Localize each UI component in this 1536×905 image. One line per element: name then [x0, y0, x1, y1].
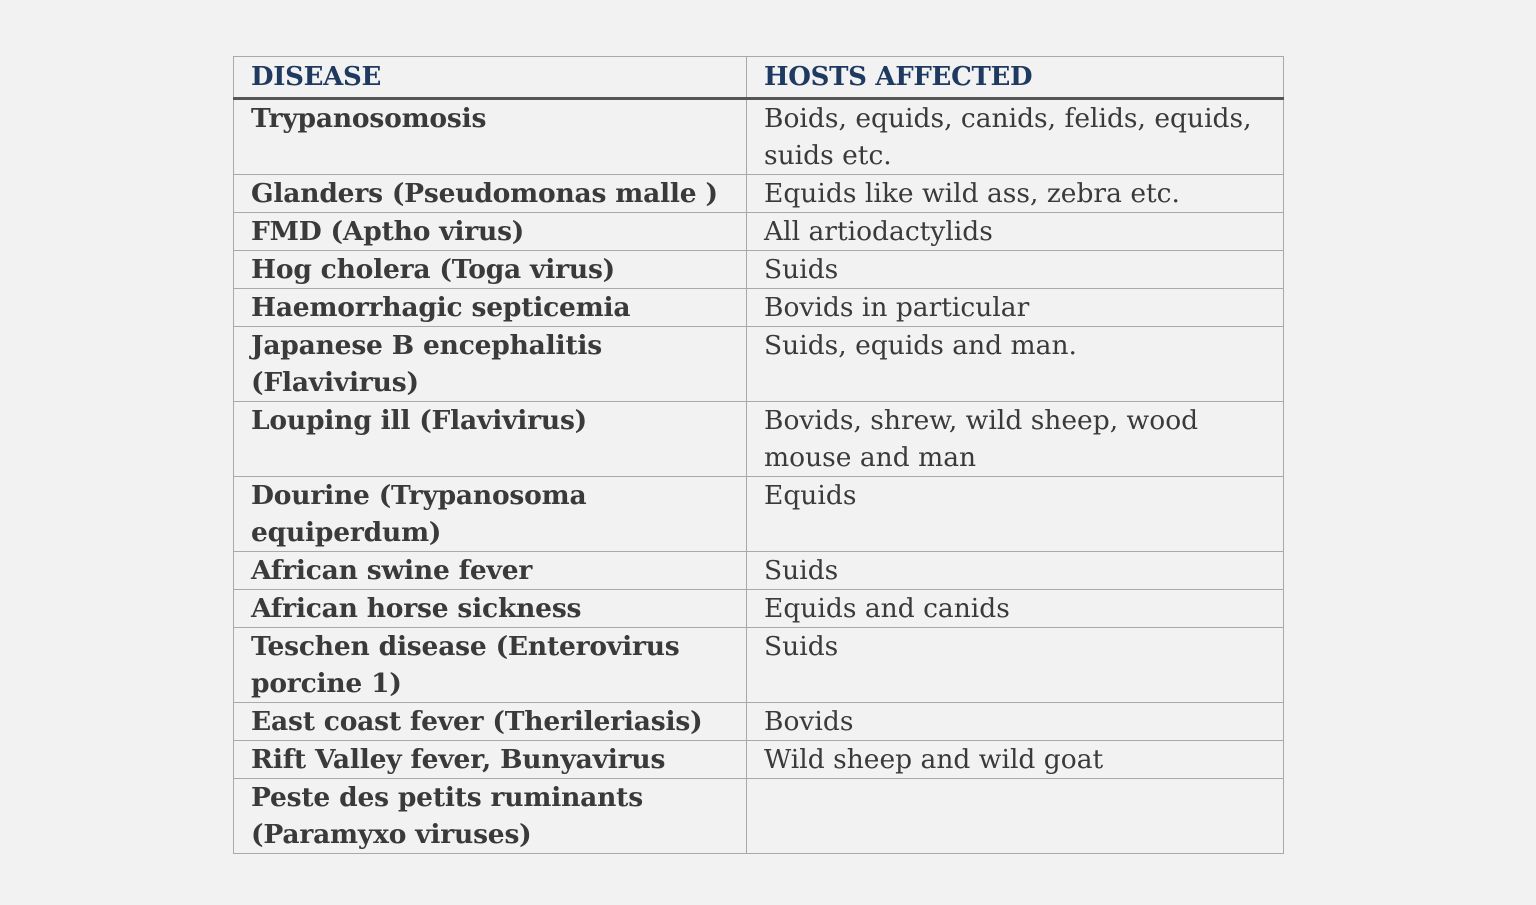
table-row — [234, 703, 1284, 741]
table-row — [234, 99, 1284, 175]
table-row — [234, 590, 1284, 628]
hosts-cell: Suids — [747, 251, 1284, 289]
table-row — [234, 552, 1284, 590]
hosts-cell: Equids — [747, 477, 1284, 552]
hosts-cell: Suids, equids and man. — [747, 327, 1284, 402]
hosts-cell: Boids, equids, canids, felids, equids, suids etc. — [747, 99, 1284, 175]
hosts-cell: Bovids, shrew, wild sheep, wood mouse and man — [747, 402, 1284, 477]
table-row — [234, 251, 1284, 289]
disease-cell: African horse sickness — [234, 590, 747, 628]
hosts-cell — [747, 779, 1284, 854]
disease-cell: Teschen disease (Enterovirus porcine 1) — [234, 628, 747, 703]
hosts-cell: All artiodactylids — [747, 213, 1284, 251]
disease-cell: Hog cholera (Toga virus) — [234, 251, 747, 289]
header-disease: DISEASE — [234, 57, 747, 99]
disease-cell: FMD (Aptho virus) — [234, 213, 747, 251]
table-row — [234, 327, 1284, 402]
hosts-cell: Suids — [747, 628, 1284, 703]
table-row — [234, 477, 1284, 552]
disease-cell: East coast fever (Therileriasis) — [234, 703, 747, 741]
disease-cell: Glanders (Pseudomonas malle ) — [234, 175, 747, 213]
disease-cell: Louping ill (Flavivirus) — [234, 402, 747, 477]
table-row — [234, 213, 1284, 251]
disease-cell: Japanese B encephalitis (Flavivirus) — [234, 327, 747, 402]
disease-cell: African swine fever — [234, 552, 747, 590]
disease-cell: Rift Valley fever, Bunyavirus — [234, 741, 747, 779]
hosts-cell: Bovids — [747, 703, 1284, 741]
table-row — [234, 779, 1284, 854]
table-row — [234, 402, 1284, 477]
table-row — [234, 628, 1284, 703]
hosts-cell: Equids and canids — [747, 590, 1284, 628]
hosts-cell: Equids like wild ass, zebra etc. — [747, 175, 1284, 213]
disease-hosts-table — [233, 56, 1284, 854]
disease-cell: Dourine (Trypanosoma equiperdum) — [234, 477, 747, 552]
table-row — [234, 175, 1284, 213]
disease-cell: Haemorrhagic septicemia — [234, 289, 747, 327]
table-header-row — [234, 57, 1284, 99]
hosts-cell: Suids — [747, 552, 1284, 590]
hosts-cell: Wild sheep and wild goat — [747, 741, 1284, 779]
hosts-cell: Bovids in particular — [747, 289, 1284, 327]
header-hosts-affected: HOSTS AFFECTED — [747, 57, 1284, 99]
table-row — [234, 741, 1284, 779]
disease-cell: Peste des petits ruminants (Paramyxo viruses) — [234, 779, 747, 854]
disease-cell: Trypanosomosis — [234, 99, 747, 175]
table-row — [234, 289, 1284, 327]
